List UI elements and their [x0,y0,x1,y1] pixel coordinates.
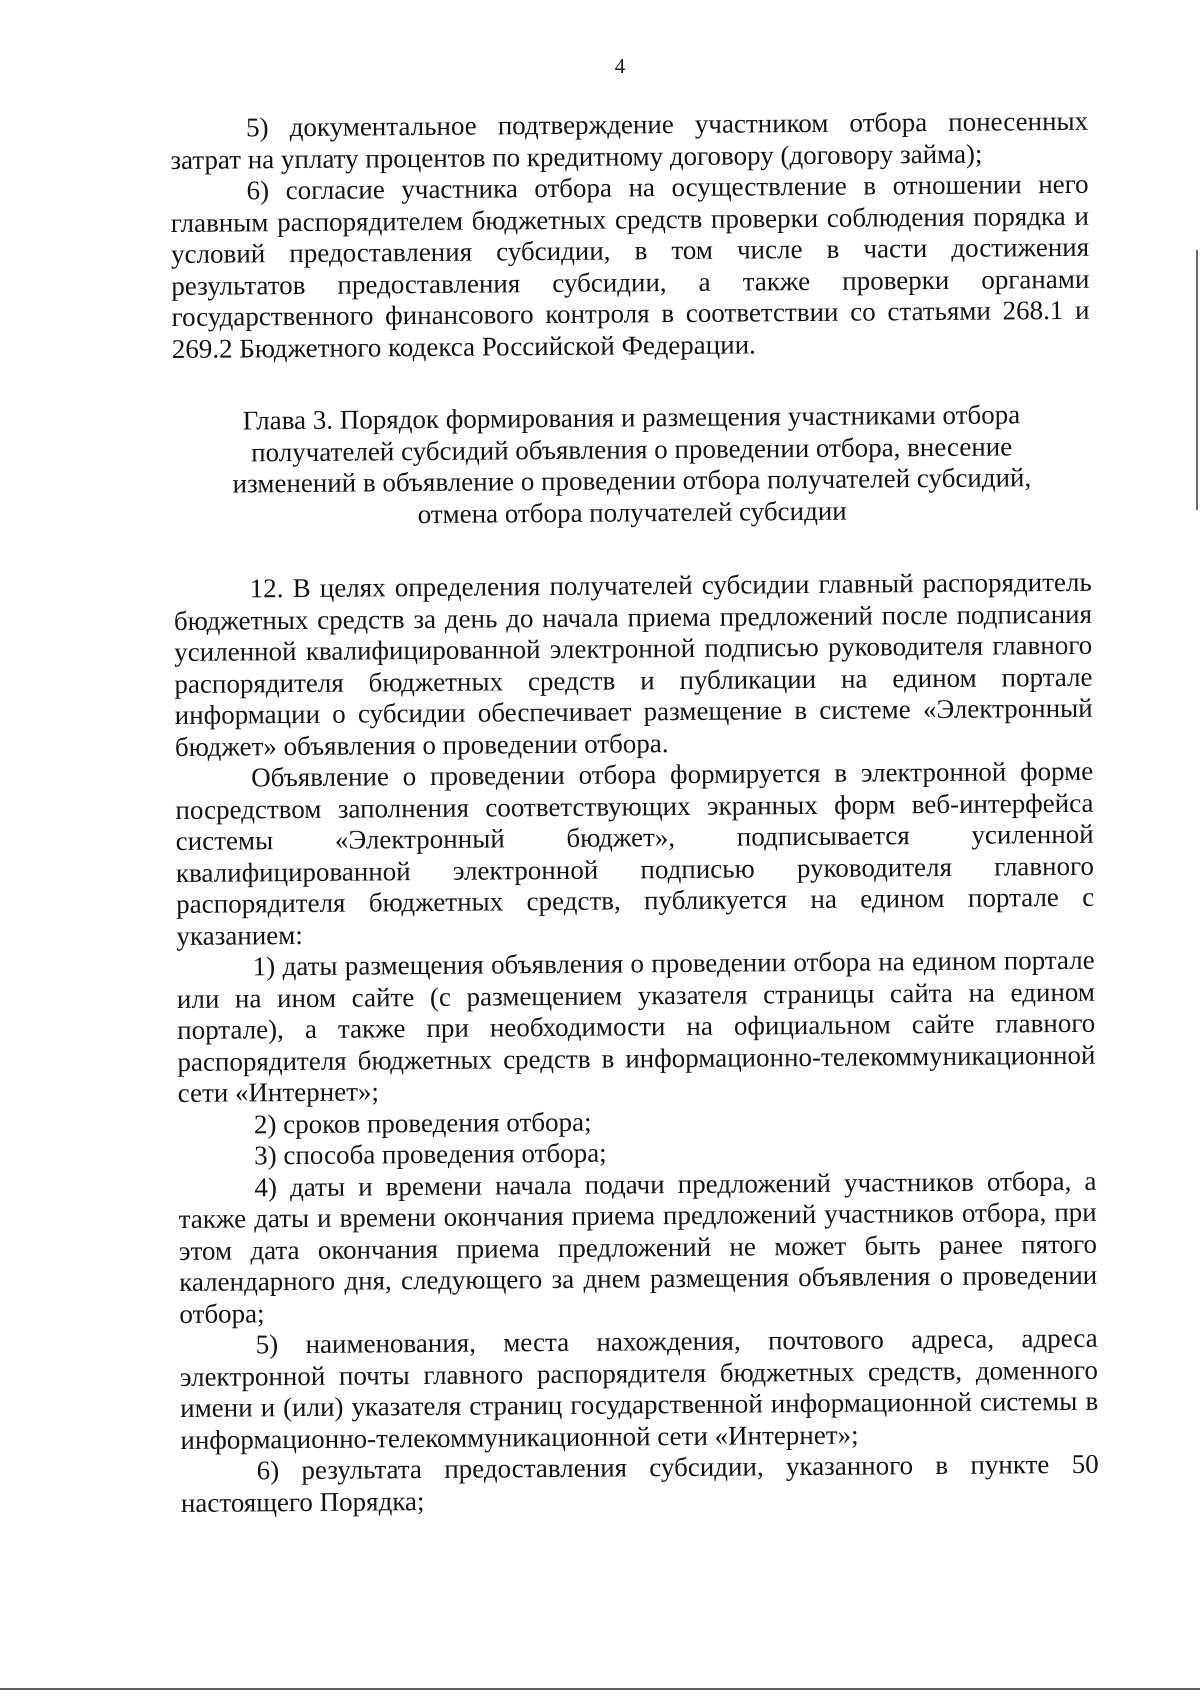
page-number: 4 [614,54,626,78]
chapter-heading-line: изменений в объявление о проведении отбора получателей субсидий, [232,462,1032,499]
scan-edge-mark-right [1196,250,1198,510]
chapter-heading-line: отмена отбора получателей субсидии [417,495,847,529]
list-item-1-publication-date: 1) даты размещения объявления о проведении отбора на едином портале или на ином сайте (с размещением указателя страницы сайта на едином портале), а также при необходимости на официальном сайте главного распорядителя бюджетных средств в информационно-телекоммуникационной сети «Интернет»; [176,944,1096,1108]
list-item-3-selection-method: 3) способа проведения отбора; [254,1137,607,1171]
paragraph-12-selection-announcement: 12. В целях определения получателей субсидии главный распорядитель бюджетных средств за день до начала приема предложений после подписания усиленной квалифицированной электронной подписью руководителя главного распорядителя бюджетных средств и публикации на едином портале информации о субсидии обеспечивает размещение в системе «Электронный бюджет» объявления о проведении отбора. [173,566,1093,762]
list-item-6-subsidy-result: 6) результата предоставления субсидии, указанного в пункте 50 настоящего Порядка; [180,1448,1099,1518]
paragraph-announcement-form: Объявление о проведении отбора формируется в электронной форме посредством заполнения соответствующих экранных форм веб-интерфейса системы «Электронный бюджет», подписывается усиленной квалифицированной электронной подписью руководителя главного распорядителя бюджетных средств, публикуется на едином портале с указанием: [175,755,1095,951]
chapter-heading-line: Глава 3. Порядок формирования и размещения участниками отбора [242,399,1021,436]
scan-edge-mark-bottom [0,1688,1200,1690]
list-item-4-submission-dates: 4) даты и времени начала подачи предложений участников отбора, а также даты и времени окончания приема предложений участников отбора, при этом дата окончания приема предложений не может быть ранее пятого календарного дня, следующего за днем размещения объявления о проведении отбора; [178,1165,1098,1329]
list-item-2-selection-period: 2) сроков проведения отбора; [253,1106,592,1139]
document-body [170,106,1099,1519]
paragraph-5-expense-confirmation: 5) документальное подтверждение участником отбора понесенных затрат на уплату процентов по кредитному договору (договору займа); [170,105,1089,175]
paragraph-6-audit-consent: 6) согласие участника отбора на осуществление в отношении него главным распорядителем бюджетных средств проверки соблюдения порядка и условий предоставления субсидии, в том числе в части достижения результатов предоставления субсидии, а также проверки органами государственного финансового контроля в соответствии со статьями 268.1 и 269.2 Бюджетного кодекса Российской Федерации. [170,168,1090,364]
chapter-heading [172,399,1091,532]
chapter-heading-line: получателей субсидий объявления о проведении отбора, внесение [251,430,1013,467]
list-item-5-contact-details: 5) наименования, места нахождения, почтового адреса, адреса электронной почты главного распорядителя бюджетных средств, доменного имени и (или) указателя страниц государственной информационной системы в информационно-телекоммуникационной сети «Интернет»; [179,1322,1099,1455]
